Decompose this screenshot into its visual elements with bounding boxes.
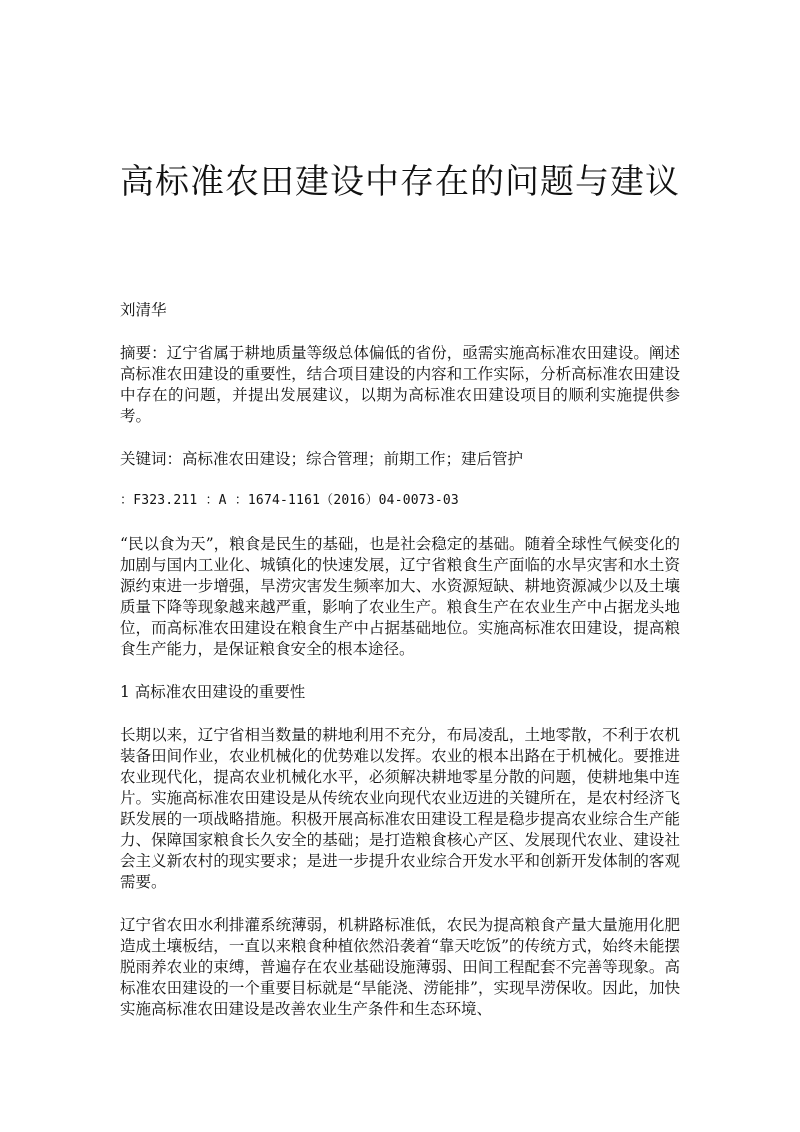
- author-name: 刘清华: [120, 301, 167, 319]
- classification-line: ：F323.211 ：A ：1674-1161（2016）04-0073-03: [120, 493, 459, 508]
- keywords-line: 关键词：高标准农田建设；综合管理；前期工作；建后管护: [120, 450, 524, 468]
- document-body: [120, 300, 680, 1042]
- section-1-paragraph-1: 长期以来，辽宁省相当数量的耕地利用不充分，布局凌乱，土地零散，不利于农机装备田间作业，农业机械化的优势难以发挥。农业的根本出路在于机械化。要推进农业现代化，提高农业机械化水平，必须解决耕地零星分散的问题，使耕地集中连片。实施高标准农田建设是从传统农业向现代农业迈进的关键所在，是农村经济飞跃发展的一项战略措施。积极开展高标准农田建设工程是稳步提高农业综合生产能力、保障国家粮食长久安全的基础；是打造粮食核心产区、发展现代农业、建设社会主义新农村的现实要求；是进一步提升农业综合开发水平和创新开发体制的客观需要。: [120, 726, 680, 891]
- document-title: 高标准农田建设中存在的问题与建议: [120, 162, 680, 202]
- abstract-paragraph: 摘要：辽宁省属于耕地质量等级总体偏低的省份，亟需实施高标准农田建设。阐述高标准农田建设的重要性，结合项目建设的内容和工作实际，分析高标准农田建设中存在的问题，并提出发展建议，以期为高标准农田建设项目的顺利实施提供参考。: [120, 344, 680, 425]
- section-1-heading: 1 高标准农田建设的重要性: [120, 683, 306, 701]
- section-1-paragraph-2: 辽宁省农田水利排灌系统薄弱，机耕路标准低，农民为提高粮食产量大量施用化肥造成土壤板结，一直以来粮食种植依然沿袭着“靠天吃饭”的传统方式，始终未能摆脱雨养农业的束缚，普遍存在农业基础设施薄弱、田间工程配套不完善等现象。高标准农田建设的一个重要目标就是“旱能浇、涝能排”，实现旱涝保收。因此，加快实施高标准农田建设是改善农业生产条件和生态环境、: [120, 916, 680, 1018]
- intro-paragraph: “民以食为天”，粮食是民生的基础，也是社会稳定的基础。随着全球性气候变化的加剧与国内工业化、城镇化的快速发展，辽宁省粮食生产面临的水旱灾害和水土资源约束进一步增强，旱涝灾害发生频率加大、水资源短缺、耕地资源减少以及土壤质量下降等现象越来越严重，影响了农业生产。粮食生产在农业生产中占据龙头地位，而高标准农田建设在粮食生产中占据基础地位。实施高标准农田建设，提高粮食生产能力，是保证粮食安全的根本途径。: [120, 535, 680, 658]
